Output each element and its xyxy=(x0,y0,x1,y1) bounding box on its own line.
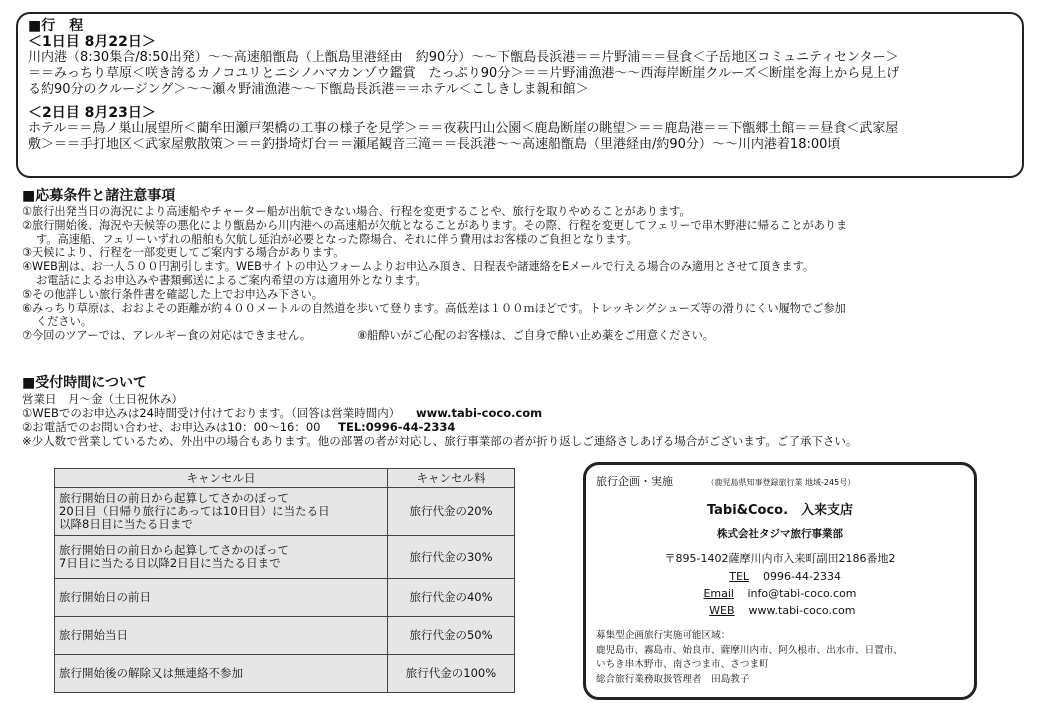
condition-item: ③天候により、行程を一部変更してご案内する場合があります。 xyxy=(22,246,345,260)
web-reception-text: ①WEBでのお申込みは24時間受け付けております。（回答は営業時間内） xyxy=(22,406,401,420)
business-hours: 営業日 月～金（土日祝休み） xyxy=(22,392,183,406)
condition-item: ④WEB割は、お一人５００円割引します。WEBサイトの申込フォームよりお申込み頂き、日程表や諸連絡をEメールで行える場合のみ適用とさせて頂きます。 xyxy=(22,260,815,274)
company-info-box xyxy=(583,462,977,700)
table-row xyxy=(55,617,515,655)
web-label: WEB xyxy=(709,604,735,617)
cancel-fee-cell: 旅行代金の100% xyxy=(388,655,515,693)
cancel-day-line: 旅行開始日の前日から起算してさかのぼって xyxy=(59,491,289,505)
company-name: Tabi&Coco. 入来支店 xyxy=(706,503,854,518)
service-area-line: 募集型企画旅行実施可能区域： xyxy=(596,630,731,641)
cancel-day-cell: 旅行開始当日 xyxy=(55,617,388,655)
day1-line: る約90分のクルージング＞～～瀬々野浦漁港～～下甑島長浜港＝＝ホテル＜こしきしま親和館＞ xyxy=(28,82,589,97)
condition-item: す。高速船、フェリーいずれの船舶も欠航し延泊が必要となった際場合、それに伴う費用はお客様のご負担となります。 xyxy=(36,232,638,246)
cancel-fee-cell: 旅行代金の30% xyxy=(388,536,515,579)
company-address: 〒895-1402薩摩川内市入来町副田2186番地2 xyxy=(664,552,896,565)
company-header-row xyxy=(596,473,964,489)
day2-heading: ＜2日目 8月23日＞ xyxy=(28,105,156,121)
cancel-day-cell xyxy=(55,536,388,579)
condition-item: ⑥みっちり草原は、おおよその距離が約４００メートルの自然道を歩いて登ります。高低差は１００ｍほどです。トレッキングシューズ等の滑りにくい履物でご参加 xyxy=(22,301,846,315)
service-area xyxy=(596,629,964,687)
condition-item: ①旅行出発当日の海況により高速船やチャーター船が出航できない場合、行程を変更することや、旅行を取りやめることがあります。 xyxy=(22,205,691,218)
day2-line: 敷＞＝＝手打地区＜武家屋敷散策＞＝＝釣掛埼灯台＝＝瀬尾観音三滝＝＝長浜港～～高速船甑島（里港経由/約90分）～～川内港着18:00頃 xyxy=(28,137,841,152)
reception-heading: ■受付時間について xyxy=(22,375,147,391)
table-row xyxy=(55,488,515,536)
table-row xyxy=(55,579,515,617)
day2-line: ホテル＝＝鳥ノ巣山展望所＜藺牟田瀬戸架橋の工事の様子を見学＞＝＝夜萩円山公園＜鹿島断崖の眺望＞＝＝鹿島港＝＝下甑郷土館＝＝昼食＜武家屋 xyxy=(28,121,899,136)
cancel-fee-cell: 旅行代金の40% xyxy=(388,579,515,617)
service-area-line: 鹿児島市、霧島市、始良市、薩摩川内市、阿久根市、出水市、日置市、 xyxy=(596,644,903,656)
table-row xyxy=(55,655,515,693)
organizer-label: 旅行企画・実施 xyxy=(596,475,673,488)
cancel-day-line: 20日目（日帰り旅行にあっては10日目）に当たる日 xyxy=(59,504,330,518)
web-reception xyxy=(22,406,1022,420)
cancel-day-line: 以降8日目に当たる日まで xyxy=(59,517,193,531)
table-row xyxy=(55,536,515,579)
condition-item-row xyxy=(22,329,1022,343)
condition-item: ください。 xyxy=(36,315,92,329)
email-value[interactable]: info@tabi-coco.com xyxy=(747,587,857,600)
itinerary-box xyxy=(16,12,1024,178)
phone-number[interactable]: TEL:0996-44-2334 xyxy=(338,420,456,434)
phone-reception xyxy=(22,420,1022,434)
condition-item: ⑦今回のツアーでは、アレルギー食の対応はできません。 xyxy=(22,329,312,343)
corporation-name: 株式会社タジマ旅行事業部 xyxy=(717,528,843,540)
table-header: キャンセル日 xyxy=(55,469,388,488)
cancel-fee-cell: 旅行代金の20% xyxy=(388,488,515,536)
itinerary-title: ■行 程 xyxy=(28,18,84,34)
tel-value[interactable]: 0996-44-2334 xyxy=(763,570,841,583)
reception-section xyxy=(22,375,1022,448)
web-url[interactable]: www.tabi-coco.com xyxy=(415,406,543,420)
cancellation-table xyxy=(54,468,515,693)
condition-item: ⑧船酔いがご心配のお客様は、ご自身で酔い止め薬をご用意ください。 xyxy=(357,329,714,343)
table-header-row xyxy=(55,469,515,488)
cancel-day-cell: 旅行開始後の解除又は無連絡不参加 xyxy=(55,655,388,693)
table-header: キャンセル料 xyxy=(388,469,515,488)
day1-line: 川内港（8:30集合/8:50出発）～～高速船甑島（上甑島里港経由 約90分）～～下甑島長浜港＝＝片野浦＝＝昼食＜子岳地区コミュニティセンター＞ xyxy=(28,50,899,65)
cancel-day-cell xyxy=(55,488,388,536)
reception-note: ※少人数で営業しているため、外出中の場合もあります。他の部署の者が対応し、旅行事業部の者が折り返しご連絡さしあげる場合がございます。ご了承下さい。 xyxy=(22,434,858,448)
web-value[interactable]: www.tabi-coco.com xyxy=(748,604,856,617)
phone-reception-text: ②お電話でのお問い合わせ、お申込みは10：00～16：00 xyxy=(22,420,321,434)
condition-item: お電話によるお申込みや書類郵送によるご案内希望の方は適用外となります。 xyxy=(36,273,427,287)
email-label: Email xyxy=(703,587,734,600)
condition-item: ⑤その他詳しい旅行条件書を確認した上でお申込み下さい。 xyxy=(22,287,323,301)
cancel-fee-cell: 旅行代金の50% xyxy=(388,617,515,655)
condition-item: ②旅行開始後、海況や天候等の悪化により甑島から川内港への高速船が欠航となることがあります。その際、行程を変更してフェリーで串木野港に帰ることがありま xyxy=(22,218,848,232)
tel-label: TEL xyxy=(729,570,750,583)
day1-line: ＝＝みっちり草原＜咲き誇るカノコユリとニシノハマカンゾウ鑑賞 たっぷり90分＞＝＝片野浦漁港～～西海岸断崖クルーズ＜断崖を海上から見上げ xyxy=(28,66,900,81)
service-area-line: いちき串木野市、南さつま市、さつま町 xyxy=(596,659,769,670)
conditions-section xyxy=(22,188,1022,343)
manager-line: 総合旅行業務取扱管理者 田島教子 xyxy=(596,673,750,685)
cancel-day-cell: 旅行開始日の前日 xyxy=(55,579,388,617)
conditions-heading: ■応募条件と諸注意事項 xyxy=(22,188,176,204)
registration-number: （鹿児島県知事登録旅行業 地域-245号） xyxy=(706,478,856,487)
cancel-day-line: 7日目に当たる日以降2日目に当たる日まで xyxy=(59,556,281,570)
tel-row xyxy=(596,570,964,583)
email-row xyxy=(596,587,964,600)
day1-heading: ＜1日目 8月22日＞ xyxy=(28,34,156,50)
cancel-day-line: 旅行開始日の前日から起算してさかのぼって xyxy=(59,543,289,557)
web-row xyxy=(596,604,964,617)
